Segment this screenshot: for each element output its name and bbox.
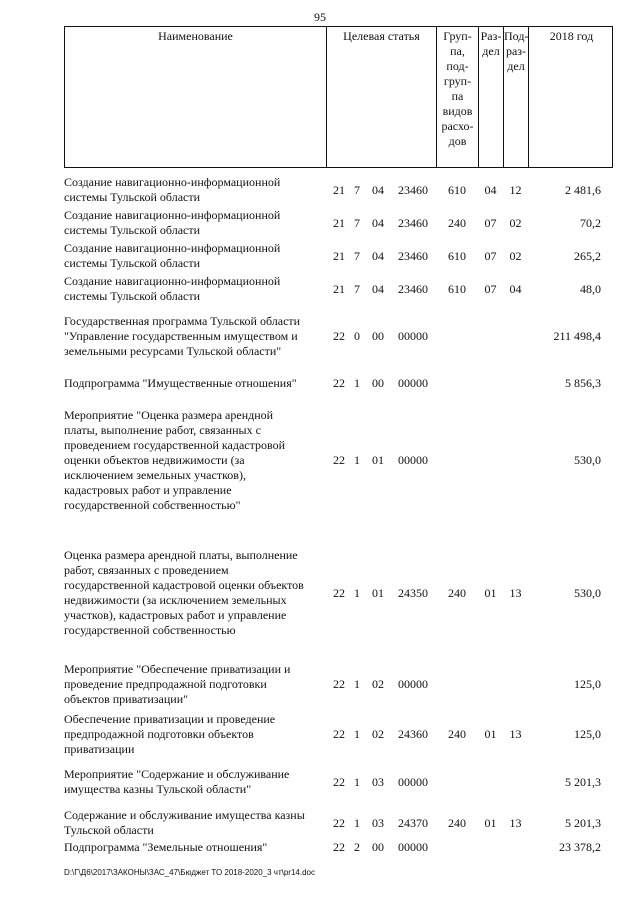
target-code-event: 01	[372, 586, 384, 600]
target-code-event: 04	[372, 282, 384, 296]
target-code-subprogram: 2	[354, 840, 360, 854]
target-code-program: 22	[333, 840, 345, 854]
row-name: Мероприятие "Обеспечение приватизации и проведение предпродажной подготовки объектов приватизации"	[64, 662, 291, 706]
section-code: 01	[484, 727, 497, 741]
target-code-subprogram: 1	[354, 816, 360, 830]
target-code-event: 01	[372, 453, 384, 467]
subsection-code: 13	[509, 586, 522, 600]
row-name: Создание навигационно-информационной системы Тульской области	[64, 208, 281, 237]
subsection-code: 13	[509, 816, 522, 830]
amount-2018: 211 498,4	[553, 329, 601, 343]
amount-2018: 5 201,3	[565, 816, 601, 830]
row-name: Создание навигационно-информационной системы Тульской области	[64, 241, 281, 270]
expense-group: 240	[448, 586, 466, 600]
target-code-subprogram: 7	[354, 249, 360, 263]
row-name: Подпрограмма "Имущественные отношения"	[64, 376, 297, 390]
table-row	[64, 175, 613, 205]
target-code-subprogram: 1	[354, 727, 360, 741]
section-code: 01	[484, 816, 497, 830]
target-code-program: 22	[333, 775, 345, 789]
amount-2018: 265,2	[574, 249, 601, 263]
target-code-direction: 00000	[398, 775, 428, 789]
target-code-event: 03	[372, 816, 384, 830]
table-row	[64, 548, 613, 638]
header-group: Груп- па, под- груп- па видов расхо- дов	[437, 27, 479, 167]
subsection-code: 13	[509, 727, 522, 741]
file-path-footer: D:\Г\Д6\2017\ЗАКОНЫ\ЗАС_47\Бюджет ТО 2018-2020_3 чт\pr14.doc	[64, 868, 315, 877]
target-code-event: 04	[372, 216, 384, 230]
target-code-subprogram: 7	[354, 282, 360, 296]
target-code-direction: 24370	[398, 816, 428, 830]
target-code-direction: 00000	[398, 677, 428, 691]
target-code-event: 02	[372, 677, 384, 691]
subsection-code: 12	[509, 183, 522, 197]
row-name: Мероприятие "Оценка размера арендной платы, выполнение работ, связанных с проведением государственной кадастровой оценки объектов недвижимости (за исключением земельных участков), кадастровых работ и управление государственной собственностью"	[64, 408, 286, 512]
target-code-event: 00	[372, 376, 384, 390]
target-code-program: 21	[333, 282, 345, 296]
target-code-subprogram: 1	[354, 775, 360, 789]
target-code-subprogram: 7	[354, 216, 360, 230]
target-code-direction: 23460	[398, 183, 428, 197]
section-code: 07	[484, 249, 497, 263]
target-code-program: 22	[333, 329, 345, 343]
table-header	[64, 26, 613, 168]
row-name: Оценка размера арендной платы, выполнение работ, связанных с проведением государственной кадастровой оценки объектов недвижимости (за исключением земельных участков), кадастровых работ и управление государственной собственностью	[64, 548, 304, 637]
table-row	[64, 662, 613, 707]
target-code-subprogram: 1	[354, 453, 360, 467]
target-code-direction: 24350	[398, 586, 428, 600]
section-code: 01	[484, 586, 497, 600]
expense-group: 610	[448, 282, 466, 296]
target-code-direction: 23460	[398, 282, 428, 296]
header-target: Целевая статья	[327, 27, 437, 167]
amount-2018: 48,0	[580, 282, 601, 296]
target-code-program: 22	[333, 677, 345, 691]
target-code-subprogram: 7	[354, 183, 360, 197]
amount-2018: 530,0	[574, 453, 601, 467]
target-code-program: 21	[333, 183, 345, 197]
row-name: Мероприятие "Содержание и обслуживание имущества казны Тульской области"	[64, 767, 290, 796]
target-code-event: 04	[372, 249, 384, 263]
table-row	[64, 408, 613, 513]
row-name: Создание навигационно-информационной системы Тульской области	[64, 175, 281, 204]
target-code-direction: 00000	[398, 329, 428, 343]
row-name: Государственная программа Тульской области "Управление государственным имуществом и земельными ресурсами Тульской области"	[64, 314, 301, 358]
target-code-program: 22	[333, 727, 345, 741]
expense-group: 240	[448, 816, 466, 830]
row-name: Подпрограмма "Земельные отношения"	[64, 840, 268, 854]
amount-2018: 2 481,6	[565, 183, 601, 197]
section-code: 07	[484, 216, 497, 230]
target-code-program: 22	[333, 586, 345, 600]
target-code-program: 22	[333, 453, 345, 467]
row-name: Обеспечение приватизации и проведение предпродажной подготовки объектов приватизации	[64, 712, 276, 756]
row-name: Содержание и обслуживание имущества казны Тульской области	[64, 808, 305, 837]
target-code-event: 00	[372, 329, 384, 343]
target-code-subprogram: 1	[354, 677, 360, 691]
expense-group: 610	[448, 249, 466, 263]
table-row	[64, 241, 613, 271]
table-row	[64, 274, 613, 304]
table-row	[64, 767, 613, 797]
subsection-code: 02	[509, 216, 522, 230]
target-code-direction: 00000	[398, 376, 428, 390]
subsection-code: 04	[509, 282, 522, 296]
table-row	[64, 840, 613, 855]
page-number: 95	[314, 10, 326, 24]
amount-2018: 70,2	[580, 216, 601, 230]
target-code-event: 03	[372, 775, 384, 789]
table-row	[64, 712, 613, 757]
header-section: Раз- дел	[479, 27, 504, 167]
target-code-subprogram: 1	[354, 376, 360, 390]
amount-2018: 530,0	[574, 586, 601, 600]
table-row	[64, 314, 613, 359]
amount-2018: 125,0	[574, 727, 601, 741]
header-year: 2018 год	[549, 29, 594, 43]
expense-group: 610	[448, 183, 466, 197]
table-row	[64, 208, 613, 238]
target-code-event: 00	[372, 840, 384, 854]
section-code: 04	[484, 183, 497, 197]
target-code-event: 04	[372, 183, 384, 197]
target-code-direction: 00000	[398, 453, 428, 467]
amount-2018: 5 201,3	[565, 775, 601, 789]
amount-2018: 5 856,3	[565, 376, 601, 390]
expense-group: 240	[448, 727, 466, 741]
target-code-direction: 24360	[398, 727, 428, 741]
header-subsection: Под- раз- дел	[504, 27, 529, 167]
table-row	[64, 376, 613, 391]
table-row	[64, 808, 613, 838]
target-code-event: 02	[372, 727, 384, 741]
target-code-program: 22	[333, 376, 345, 390]
target-code-subprogram: 1	[354, 586, 360, 600]
header-name: Наименование	[65, 27, 327, 167]
target-code-program: 21	[333, 249, 345, 263]
target-code-direction: 23460	[398, 216, 428, 230]
target-code-program: 22	[333, 816, 345, 830]
target-code-program: 21	[333, 216, 345, 230]
target-code-direction: 23460	[398, 249, 428, 263]
target-code-direction: 00000	[398, 840, 428, 854]
target-code-subprogram: 0	[354, 329, 360, 343]
expense-group: 240	[448, 216, 466, 230]
subsection-code: 02	[509, 249, 522, 263]
row-name: Создание навигационно-информационной системы Тульской области	[64, 274, 281, 303]
amount-2018: 125,0	[574, 677, 601, 691]
section-code: 07	[484, 282, 497, 296]
amount-2018: 23 378,2	[559, 840, 601, 854]
